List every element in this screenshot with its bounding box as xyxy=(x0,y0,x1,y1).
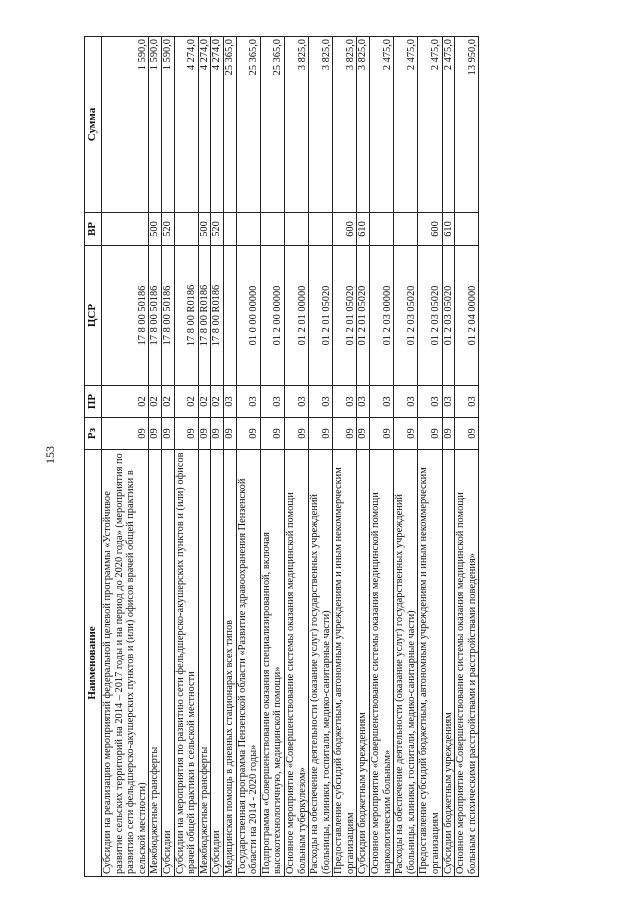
cell-name: Государственная программа Пензенской области «Развитие здравоохранения Пензенской области на 2014 - 2020 годы» xyxy=(236,450,260,877)
table-row xyxy=(149,37,162,877)
cell-csr: 01 2 03 05020 xyxy=(418,246,442,386)
cell-csr: 01 2 01 05020 xyxy=(333,246,357,386)
cell-rz: 09 xyxy=(174,418,198,450)
cell-rz: 09 xyxy=(260,418,284,450)
cell-name: Субсидии xyxy=(211,450,224,877)
cell-rz: 09 xyxy=(198,418,211,450)
table-row xyxy=(394,37,418,877)
budget-table xyxy=(84,36,479,877)
cell-rz: 09 xyxy=(211,418,224,450)
cell-name: Субсидии на реализацию мероприятий федеральной целевой программы «Устойчивое развитие сельских территорий на 2014 – 2017 годы и на период до 2020 года» (мероприятия по развитию сети фельдшерско-акушерских пунктов и (или) офисов врачей общей практики в сельской местности) xyxy=(102,450,149,877)
cell-vr xyxy=(370,213,394,246)
cell-sum: 4 274,0 xyxy=(174,37,198,213)
cell-pr: 02 xyxy=(174,386,198,418)
cell-pr: 03 xyxy=(418,386,442,418)
cell-sum: 25 365,0 xyxy=(260,37,284,213)
cell-vr: 600 xyxy=(333,213,357,246)
cell-rz: 09 xyxy=(149,418,162,450)
cell-csr: 17 8 00 R0186 xyxy=(211,246,224,386)
cell-csr: 01 0 00 00000 xyxy=(236,246,260,386)
header-pr: ПР xyxy=(85,386,102,418)
cell-csr: 01 2 00 00000 xyxy=(260,246,284,386)
cell-csr: 01 2 03 05020 xyxy=(394,246,418,386)
cell-vr: 600 xyxy=(418,213,442,246)
table-row xyxy=(333,37,357,877)
table-row xyxy=(102,37,149,877)
cell-sum: 4 274,0 xyxy=(198,37,211,213)
cell-pr: 02 xyxy=(211,386,224,418)
cell-csr: 17 8 00 50186 xyxy=(102,246,149,386)
cell-rz: 09 xyxy=(284,418,308,450)
cell-sum: 3 825,0 xyxy=(333,37,357,213)
cell-sum: 4 274,0 xyxy=(211,37,224,213)
table-row xyxy=(455,37,479,877)
cell-rz: 09 xyxy=(309,418,333,450)
header-row xyxy=(85,37,102,877)
cell-pr: 03 xyxy=(284,386,308,418)
cell-rz: 09 xyxy=(418,418,442,450)
cell-rz: 09 xyxy=(223,418,236,450)
cell-name: Медицинская помощь в дневных стационарах всех типов xyxy=(223,450,236,877)
cell-name: Предоставление субсидий бюджетным, автономным учреждениям и иным некоммерческим организациям xyxy=(418,450,442,877)
cell-pr: 03 xyxy=(223,386,236,418)
table-row xyxy=(309,37,333,877)
header-vr: ВР xyxy=(85,213,102,246)
table-row xyxy=(236,37,260,877)
cell-csr: 17 8 00 50186 xyxy=(149,246,162,386)
table-row xyxy=(161,37,174,877)
cell-csr: 01 2 01 05020 xyxy=(309,246,333,386)
cell-vr xyxy=(223,213,236,246)
cell-name: Субсидии xyxy=(161,450,174,877)
cell-sum: 3 825,0 xyxy=(309,37,333,213)
rotated-page xyxy=(84,37,604,877)
cell-vr: 520 xyxy=(211,213,224,246)
cell-csr: 01 2 04 00000 xyxy=(455,246,479,386)
cell-pr: 02 xyxy=(161,386,174,418)
cell-vr xyxy=(236,213,260,246)
cell-vr xyxy=(102,213,149,246)
cell-vr: 610 xyxy=(442,213,455,246)
cell-pr: 03 xyxy=(442,386,455,418)
cell-name: Основное мероприятие «Совершенствование системы оказания медицинской помощи больным с психическими расстройствами и расстройствами поведения» xyxy=(455,450,479,877)
cell-sum: 25 365,0 xyxy=(236,37,260,213)
cell-sum: 3 825,0 xyxy=(357,37,370,213)
cell-name: Субсидии на мероприятия по развитию сети фельдшерско-акушерских пунктов и (или) офисов врачей общей практики в сельской местности xyxy=(174,450,198,877)
cell-name: Межбюджетные трансферты xyxy=(198,450,211,877)
cell-pr: 03 xyxy=(260,386,284,418)
cell-pr: 02 xyxy=(198,386,211,418)
cell-pr: 03 xyxy=(370,386,394,418)
table-row xyxy=(418,37,442,877)
cell-sum: 25 365,0 xyxy=(223,37,236,213)
cell-name: Межбюджетные трансферты xyxy=(149,450,162,877)
table-row xyxy=(198,37,211,877)
cell-name: Расходы на обеспечение деятельности (оказание услуг) государственных учреждений (больницы, клиники, госпитали, медико-санитарные части) xyxy=(394,450,418,877)
cell-sum: 2 475,0 xyxy=(394,37,418,213)
cell-vr: 500 xyxy=(149,213,162,246)
cell-sum: 2 475,0 xyxy=(370,37,394,213)
header-sum: Сумма xyxy=(85,37,102,213)
cell-vr xyxy=(455,213,479,246)
table-row xyxy=(357,37,370,877)
table-row xyxy=(174,37,198,877)
cell-rz: 09 xyxy=(357,418,370,450)
cell-sum: 13 950,0 xyxy=(455,37,479,213)
cell-name: Подпрограмма «Совершенствование оказания специализированной, включая высокотехнологичную, медицинской помощи» xyxy=(260,450,284,877)
cell-csr: 17 8 00 R0186 xyxy=(198,246,211,386)
cell-name: Основное мероприятие «Совершенствование системы оказания медицинской помощи наркологическим больным» xyxy=(370,450,394,877)
cell-pr: 02 xyxy=(102,386,149,418)
table-row xyxy=(211,37,224,877)
cell-vr xyxy=(309,213,333,246)
header-csr: ЦСР xyxy=(85,246,102,386)
table-row xyxy=(370,37,394,877)
page-number: 153 xyxy=(43,446,57,464)
table-row xyxy=(260,37,284,877)
cell-vr: 500 xyxy=(198,213,211,246)
cell-vr xyxy=(174,213,198,246)
table-body xyxy=(102,37,479,877)
table-row xyxy=(442,37,455,877)
cell-pr: 03 xyxy=(309,386,333,418)
cell-csr: 01 2 01 00000 xyxy=(284,246,308,386)
cell-pr: 03 xyxy=(333,386,357,418)
cell-csr: 17 8 00 50186 xyxy=(161,246,174,386)
cell-sum: 2 475,0 xyxy=(442,37,455,213)
cell-rz: 09 xyxy=(394,418,418,450)
cell-vr xyxy=(394,213,418,246)
cell-rz: 09 xyxy=(102,418,149,450)
cell-pr: 02 xyxy=(149,386,162,418)
header-rz: Рз xyxy=(85,418,102,450)
cell-rz: 09 xyxy=(455,418,479,450)
cell-vr: 520 xyxy=(161,213,174,246)
cell-vr xyxy=(284,213,308,246)
cell-sum: 2 475,0 xyxy=(418,37,442,213)
cell-name: Субсидии бюджетным учреждениям xyxy=(357,450,370,877)
cell-pr: 03 xyxy=(357,386,370,418)
cell-csr: 01 2 03 05020 xyxy=(442,246,455,386)
table-row xyxy=(284,37,308,877)
cell-name: Субсидии бюджетным учреждениям xyxy=(442,450,455,877)
cell-name: Предоставление субсидий бюджетным, автономным учреждениям и иным некоммерческим организациям xyxy=(333,450,357,877)
table-row xyxy=(223,37,236,877)
cell-rz: 09 xyxy=(161,418,174,450)
cell-rz: 09 xyxy=(333,418,357,450)
cell-rz: 09 xyxy=(236,418,260,450)
cell-sum: 1 590,0 xyxy=(149,37,162,213)
header-name: Наименование xyxy=(85,450,102,877)
cell-name: Основное мероприятие «Совершенствование системы оказания медицинской помощи больным туберкулезом» xyxy=(284,450,308,877)
cell-csr: 17 8 00 R0186 xyxy=(174,246,198,386)
cell-sum: 1 590,0 xyxy=(161,37,174,213)
cell-pr: 03 xyxy=(394,386,418,418)
cell-vr: 610 xyxy=(357,213,370,246)
cell-sum: 3 825,0 xyxy=(284,37,308,213)
cell-csr xyxy=(223,246,236,386)
cell-csr: 01 2 01 05020 xyxy=(357,246,370,386)
table-wrapper xyxy=(84,37,604,877)
cell-rz: 09 xyxy=(370,418,394,450)
cell-csr: 01 2 03 00000 xyxy=(370,246,394,386)
cell-rz: 09 xyxy=(442,418,455,450)
cell-vr xyxy=(260,213,284,246)
cell-name: Расходы на обеспечение деятельности (оказание услуг) государственных учреждений (больницы, клиники, госпитали, медико-санитарные части) xyxy=(309,450,333,877)
cell-pr: 03 xyxy=(455,386,479,418)
cell-pr: 03 xyxy=(236,386,260,418)
cell-sum: 1 590,0 xyxy=(102,37,149,213)
